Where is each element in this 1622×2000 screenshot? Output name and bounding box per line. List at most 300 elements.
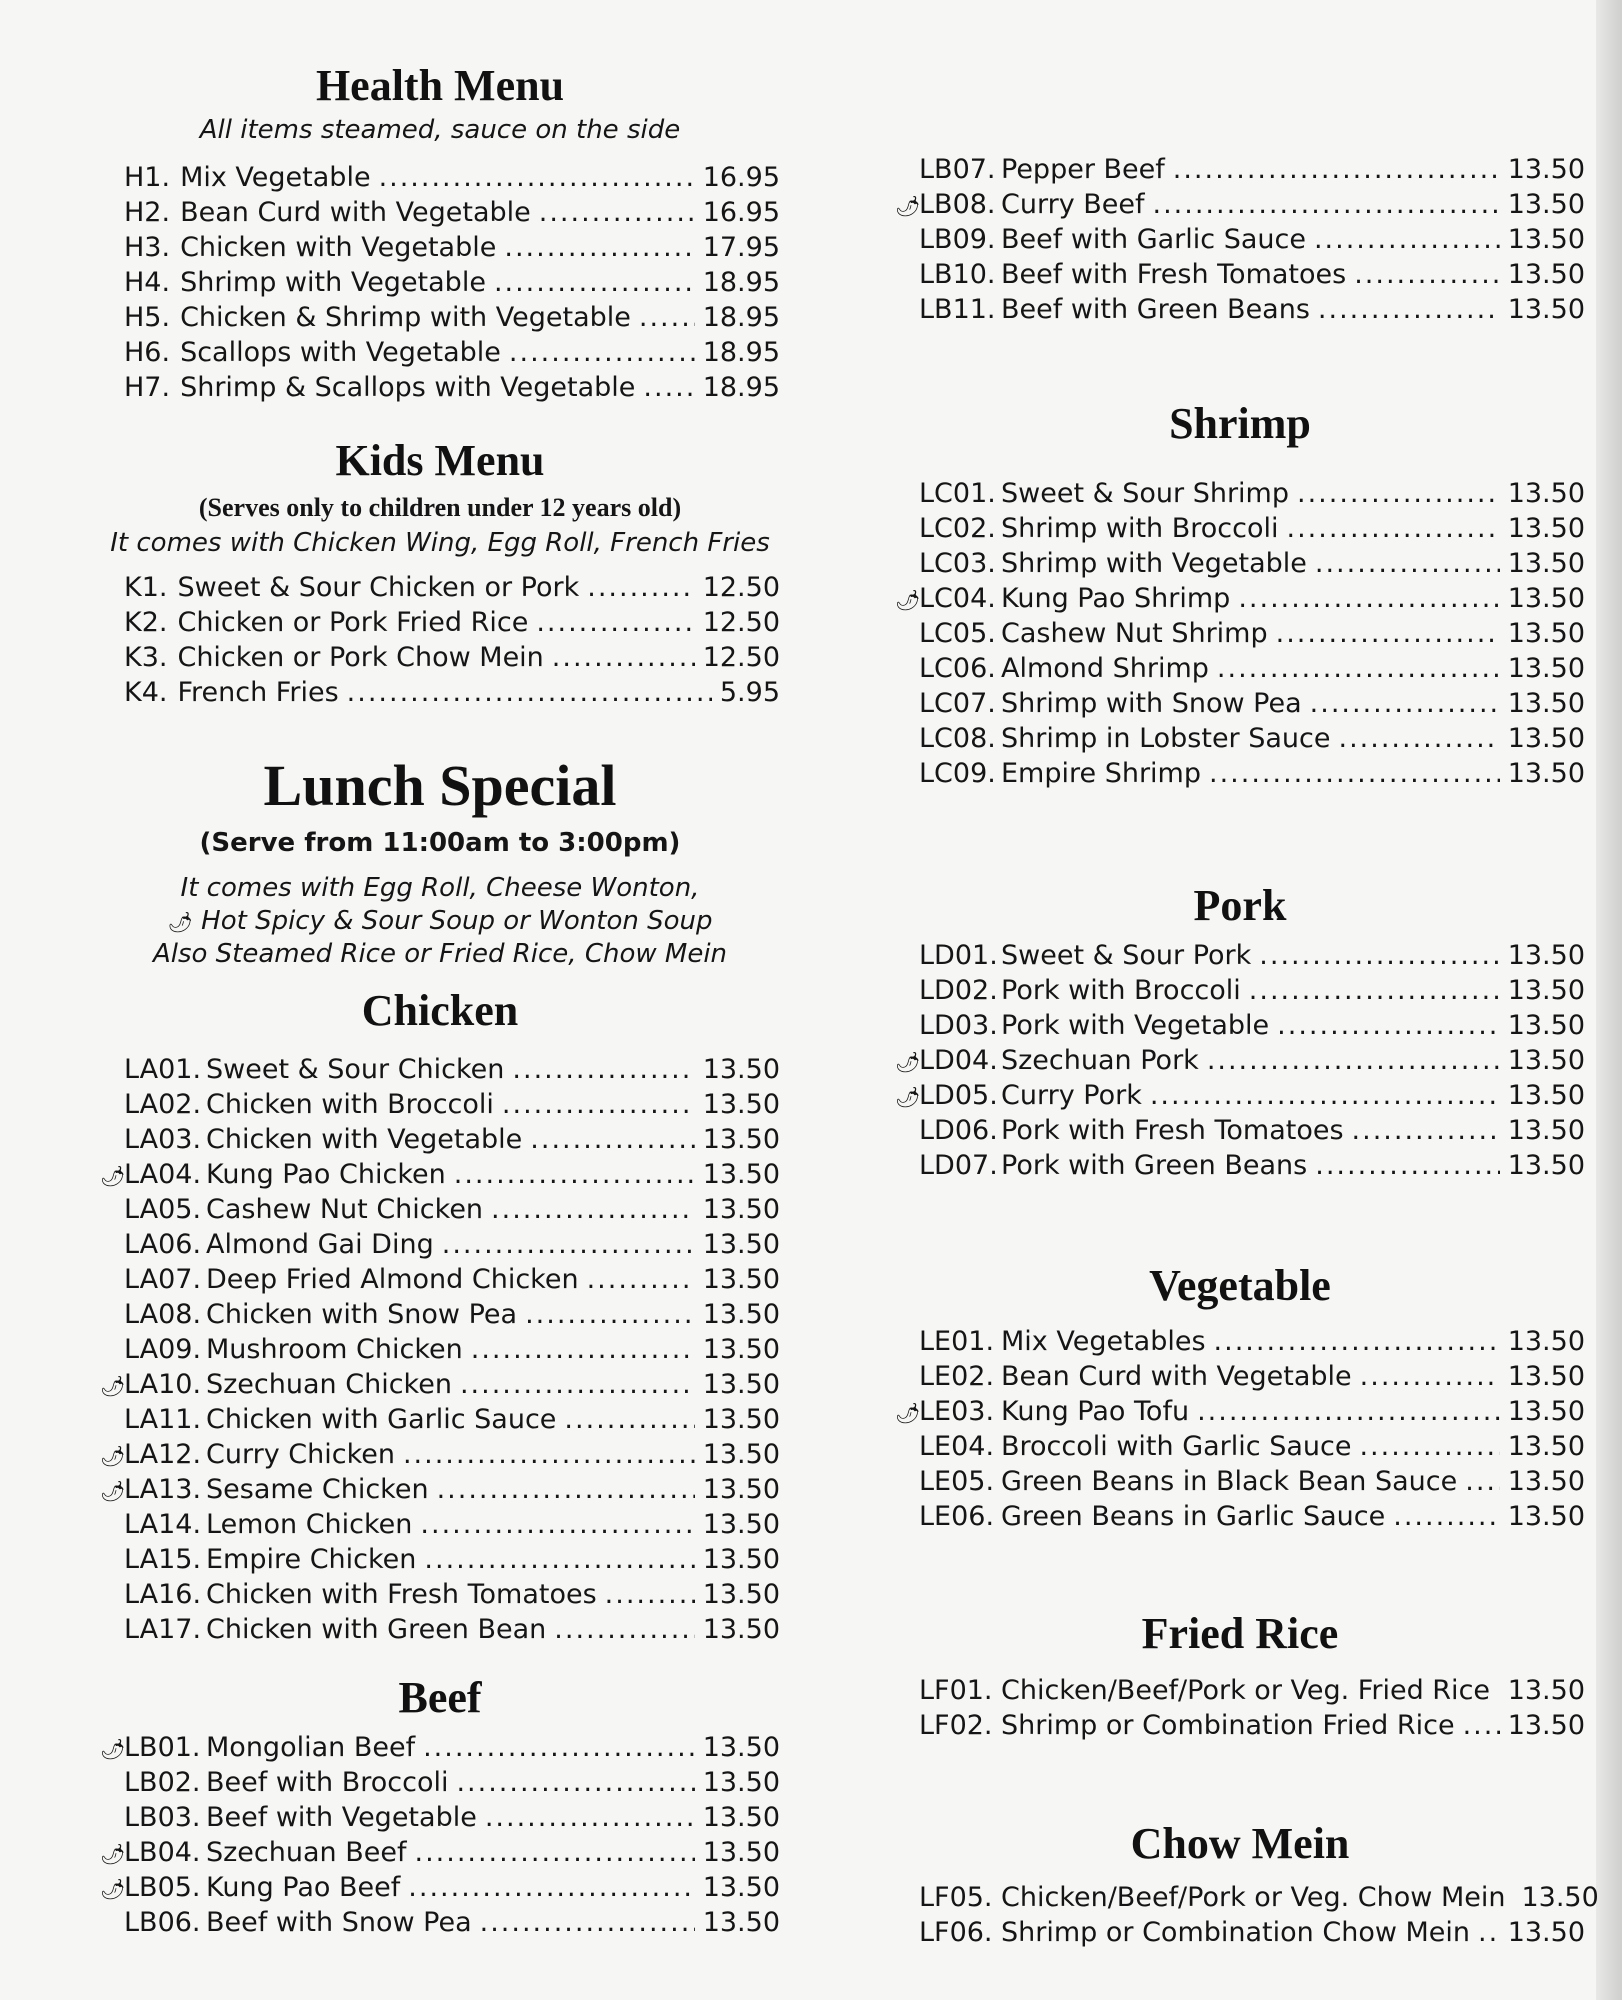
- item-code: LC07.: [919, 688, 996, 719]
- item-name: Kung Pao Shrimp: [1001, 583, 1231, 614]
- item-code: LF05.: [919, 1882, 993, 1913]
- item-code: LD02.: [919, 975, 998, 1006]
- menu-item: [895, 1429, 1585, 1464]
- dot-leader: [1465, 1464, 1499, 1499]
- dot-leader: [587, 1262, 695, 1297]
- item-code: LD07.: [919, 1150, 998, 1181]
- lunch-special-hours: (Serve from 11:00am to 3:00pm): [199, 828, 681, 858]
- item-code: K3.: [124, 642, 168, 673]
- item-code: LA04.: [124, 1159, 202, 1190]
- dot-leader: [639, 300, 695, 335]
- menu-item: [895, 222, 1585, 257]
- dot-leader: [1238, 581, 1499, 616]
- item-name: Curry Beef: [1001, 189, 1145, 220]
- item-price: 12.50: [702, 572, 780, 603]
- menu-item: [100, 1835, 780, 1870]
- item-price: 13.50: [1507, 1917, 1585, 1948]
- menu-item: [895, 1078, 1585, 1113]
- item-name: Bean Curd with Vegetable: [180, 197, 531, 228]
- dot-leader: [1314, 222, 1500, 257]
- item-price: 13.50: [1507, 1466, 1585, 1497]
- dot-leader: [1352, 1113, 1500, 1148]
- item-name: Empire Shrimp: [1001, 758, 1201, 789]
- item-name: Shrimp with Broccoli: [1001, 513, 1279, 544]
- item-name: Almond Shrimp: [1001, 653, 1209, 684]
- item-name: Shrimp with Vegetable: [1001, 548, 1307, 579]
- shrimp-list: [895, 476, 1585, 791]
- dot-leader: [1315, 546, 1500, 581]
- item-code: H5.: [124, 302, 171, 333]
- menu-item: [100, 1612, 780, 1647]
- item-name: Pork with Vegetable: [1001, 1010, 1270, 1041]
- item-price: 13.50: [1507, 1501, 1585, 1532]
- item-name: Almond Gai Ding: [206, 1229, 434, 1260]
- menu-item: [100, 1122, 780, 1157]
- item-code: LA07.: [124, 1264, 202, 1295]
- item-price: 13.50: [1507, 618, 1585, 649]
- item-name: Beef with Fresh Tomatoes: [1001, 259, 1347, 290]
- item-name: Cashew Nut Chicken: [206, 1194, 484, 1225]
- item-price: 13.50: [702, 1229, 780, 1260]
- item-code: H4.: [124, 267, 171, 298]
- item-name: Chicken/Beef/Pork or Veg. Fried Rice: [1001, 1675, 1491, 1706]
- menu-item: [100, 335, 780, 370]
- menu-item: [895, 1008, 1585, 1043]
- item-price: 13.50: [1507, 1010, 1585, 1041]
- dot-leader: [1277, 1008, 1500, 1043]
- item-price: 13.50: [1507, 513, 1585, 544]
- menu-item: [100, 675, 780, 710]
- item-price: 13.50: [702, 1509, 780, 1540]
- item-code: LA14.: [124, 1509, 202, 1540]
- dot-leader: [494, 265, 695, 300]
- item-price: 13.50: [702, 1474, 780, 1505]
- kids-menu-title: Kids Menu: [335, 436, 545, 485]
- dot-leader: [554, 1612, 694, 1647]
- menu-item: [895, 686, 1585, 721]
- kids-menu-includes-note: It comes with Chicken Wing, Egg Roll, French Fries: [110, 528, 770, 558]
- beef-continued-list: [895, 152, 1585, 327]
- menu-item: [100, 605, 780, 640]
- item-code: LE03.: [919, 1396, 995, 1427]
- item-price: 13.50: [702, 1089, 780, 1120]
- item-name: Mix Vegetable: [180, 162, 371, 193]
- dot-leader: [1197, 1394, 1500, 1429]
- item-price: 13.50: [1507, 653, 1585, 684]
- item-name: Mix Vegetables: [1001, 1326, 1206, 1357]
- item-price: 13.50: [1507, 688, 1585, 719]
- item-name: Green Beans in Garlic Sauce: [1001, 1501, 1386, 1532]
- menu-item: [895, 1880, 1599, 1915]
- item-price: 13.50: [1507, 1080, 1585, 1111]
- chili-pepper-icon: 🌶: [167, 910, 193, 934]
- dot-leader: [1354, 257, 1500, 292]
- item-code: H7.: [124, 372, 171, 403]
- item-price: 16.95: [702, 162, 780, 193]
- item-price: 13.50: [702, 1614, 780, 1645]
- item-name: Chicken or Pork Fried Rice: [177, 607, 529, 638]
- item-name: Scallops with Vegetable: [180, 337, 501, 368]
- item-price: 13.50: [1507, 1326, 1585, 1357]
- dot-leader: [454, 1157, 695, 1192]
- menu-item: [100, 1297, 780, 1332]
- item-price: 13.50: [1507, 723, 1585, 754]
- dot-leader: [403, 1437, 695, 1472]
- menu-item: [100, 1262, 780, 1297]
- fried-rice-title: Fried Rice: [1141, 1609, 1339, 1658]
- beef-list: [100, 1730, 780, 1940]
- item-code: LC03.: [919, 548, 996, 579]
- item-price: 13.50: [702, 1334, 780, 1365]
- item-name: Kung Pao Beef: [206, 1872, 401, 1903]
- dot-leader: [1360, 1359, 1500, 1394]
- item-price: 13.50: [1507, 940, 1585, 971]
- item-price: 13.50: [702, 1264, 780, 1295]
- item-price: 18.95: [702, 337, 780, 368]
- dot-leader: [456, 1765, 694, 1800]
- chicken-title: Chicken: [361, 986, 519, 1035]
- item-name: Chicken & Shrimp with Vegetable: [180, 302, 631, 333]
- item-price: 13.50: [702, 1767, 780, 1798]
- item-code: LA13.: [124, 1474, 202, 1505]
- dot-leader: [536, 605, 694, 640]
- item-price: 13.50: [702, 1732, 780, 1763]
- health-menu-note: All items steamed, sauce on the side: [199, 115, 681, 145]
- chili-pepper-icon: 🌶: [100, 1737, 126, 1761]
- item-price: 13.50: [702, 1802, 780, 1833]
- item-name: Chicken/Beef/Pork or Veg. Chow Mein: [1001, 1882, 1506, 1913]
- item-name: Szechuan Pork: [1001, 1045, 1199, 1076]
- lunch-special-title: Lunch Special: [263, 753, 617, 818]
- menu-item: [895, 1464, 1585, 1499]
- item-code: LA06.: [124, 1229, 202, 1260]
- item-code: LE04.: [919, 1431, 995, 1462]
- menu-item: [895, 721, 1585, 756]
- dot-leader: [1249, 973, 1500, 1008]
- menu-item: [895, 292, 1585, 327]
- menu-item: [100, 1402, 780, 1437]
- pork-list: [895, 938, 1585, 1183]
- dot-leader: [1315, 1148, 1499, 1183]
- item-code: LA16.: [124, 1579, 202, 1610]
- menu-item: [895, 546, 1585, 581]
- item-code: LB03.: [124, 1802, 201, 1833]
- chili-pepper-icon: 🌶: [100, 1444, 126, 1468]
- item-code: LF01.: [919, 1675, 993, 1706]
- item-code: LE02.: [919, 1361, 995, 1392]
- dot-leader: [504, 230, 694, 265]
- item-price: 13.50: [1507, 478, 1585, 509]
- item-code: LE01.: [919, 1326, 995, 1357]
- item-code: H1.: [124, 162, 171, 193]
- item-price: 13.50: [1507, 1361, 1585, 1392]
- item-price: 18.95: [702, 267, 780, 298]
- item-code: LA11.: [124, 1404, 202, 1435]
- item-name: Sweet & Sour Shrimp: [1001, 478, 1289, 509]
- menu-item: [100, 265, 780, 300]
- dot-leader: [1339, 721, 1500, 756]
- dot-leader: [509, 335, 695, 370]
- lunch-special-note-2: 🌶 Hot Spicy & Sour Soup or Wonton Soup: [167, 906, 713, 936]
- item-price: 18.95: [702, 302, 780, 333]
- dot-leader: [1217, 651, 1500, 686]
- item-name: Shrimp or Combination Fried Rice: [1001, 1710, 1455, 1741]
- dot-leader: [605, 1577, 695, 1612]
- item-price: 13.50: [702, 1579, 780, 1610]
- menu-item: [895, 1113, 1585, 1148]
- item-code: LB06.: [124, 1907, 201, 1938]
- item-name: Cashew Nut Shrimp: [1001, 618, 1268, 649]
- health-menu-title: Health Menu: [315, 61, 565, 110]
- dot-leader: [1318, 292, 1500, 327]
- menu-item: [895, 756, 1585, 791]
- menu-item: [895, 1673, 1585, 1708]
- menu-item: [895, 973, 1585, 1008]
- item-price: 13.50: [1507, 1150, 1585, 1181]
- menu-item: [895, 1324, 1585, 1359]
- dot-leader: [408, 1870, 694, 1905]
- item-name: Shrimp with Vegetable: [180, 267, 486, 298]
- menu-item: [100, 640, 780, 675]
- chili-pepper-icon: 🌶: [100, 1842, 126, 1866]
- item-code: H3.: [124, 232, 171, 263]
- item-code: K2.: [124, 607, 168, 638]
- menu-item: [895, 257, 1585, 292]
- item-code: LB01.: [124, 1732, 201, 1763]
- menu-item: [100, 1437, 780, 1472]
- dot-leader: [1209, 756, 1500, 791]
- item-code: LF02.: [919, 1710, 993, 1741]
- menu-item: [100, 1870, 780, 1905]
- item-price: 13.50: [702, 1054, 780, 1085]
- dot-leader: [460, 1367, 695, 1402]
- dot-leader: [424, 1542, 694, 1577]
- item-name: Kung Pao Chicken: [206, 1159, 446, 1190]
- item-price: 18.95: [702, 372, 780, 403]
- menu-item: [100, 1905, 780, 1940]
- item-name: Empire Chicken: [206, 1544, 417, 1575]
- item-name: Pepper Beef: [1001, 154, 1165, 185]
- dot-leader: [1393, 1499, 1499, 1534]
- lunch-special-note-1: It comes with Egg Roll, Cheese Wonton,: [180, 873, 700, 903]
- dot-leader: [1153, 187, 1500, 222]
- item-code: LB05.: [124, 1872, 201, 1903]
- item-name: Chicken or Pork Chow Mein: [177, 642, 544, 673]
- menu-item: [895, 581, 1585, 616]
- chicken-list: [100, 1052, 780, 1647]
- dot-leader: [1359, 1429, 1499, 1464]
- menu-item: [895, 1915, 1585, 1950]
- chili-pepper-icon: 🌶: [100, 1479, 126, 1503]
- item-name: Chicken with Snow Pea: [206, 1299, 518, 1330]
- menu-item: [895, 616, 1585, 651]
- item-price: 13.50: [1507, 1431, 1585, 1462]
- menu-item: [100, 1332, 780, 1367]
- item-price: 12.50: [702, 607, 780, 638]
- item-name: Curry Chicken: [206, 1439, 395, 1470]
- item-price: 17.95: [702, 232, 780, 263]
- chow-mein-list: [895, 1880, 1599, 1950]
- item-price: 13.50: [1507, 975, 1585, 1006]
- menu-item: [100, 300, 780, 335]
- lunch-special-note-3: Also Steamed Rice or Fried Rice, Chow Mein: [152, 939, 728, 969]
- item-code: LA10.: [124, 1369, 202, 1400]
- item-price: 13.50: [702, 1544, 780, 1575]
- item-price: 13.50: [702, 1837, 780, 1868]
- item-price: 13.50: [1507, 224, 1585, 255]
- menu-item: [100, 1730, 780, 1765]
- menu-item: [100, 195, 780, 230]
- item-name: Chicken with Fresh Tomatoes: [206, 1579, 597, 1610]
- menu-item: [100, 160, 780, 195]
- dot-leader: [1173, 152, 1500, 187]
- pork-title: Pork: [1193, 881, 1287, 930]
- item-price: 13.50: [702, 1907, 780, 1938]
- menu-item: [895, 1043, 1585, 1078]
- item-code: LD01.: [919, 940, 998, 971]
- item-name: Beef with Green Beans: [1001, 294, 1310, 325]
- item-name: Deep Fried Almond Chicken: [206, 1264, 579, 1295]
- item-price: 13.50: [702, 1299, 780, 1330]
- dot-leader: [1214, 1324, 1500, 1359]
- item-name: Sweet & Sour Pork: [1001, 940, 1252, 971]
- dot-leader: [442, 1227, 695, 1262]
- item-code: LC08.: [919, 723, 996, 754]
- menu-item: [895, 938, 1585, 973]
- item-name: Chicken with Garlic Sauce: [206, 1404, 557, 1435]
- beef-title: Beef: [398, 1673, 482, 1722]
- dot-leader: [1259, 938, 1499, 973]
- menu-item: [100, 1087, 780, 1122]
- item-code: LA02.: [124, 1089, 202, 1120]
- menu-item: [100, 1472, 780, 1507]
- item-code: LD04.: [919, 1045, 998, 1076]
- dot-leader: [1297, 476, 1500, 511]
- item-code: LC06.: [919, 653, 996, 684]
- item-price: 13.50: [702, 1194, 780, 1225]
- item-code: K1.: [124, 572, 168, 603]
- item-price: 13.50: [1507, 1045, 1585, 1076]
- dot-leader: [1276, 616, 1500, 651]
- item-price: 13.50: [1507, 1396, 1585, 1427]
- item-code: LB10.: [919, 259, 996, 290]
- item-name: Chicken with Vegetable: [180, 232, 497, 263]
- item-name: Chicken with Green Bean: [206, 1614, 547, 1645]
- menu-item: [100, 1227, 780, 1262]
- menu-item: [100, 1052, 780, 1087]
- item-name: Beef with Snow Pea: [206, 1907, 472, 1938]
- menu-item: [895, 651, 1585, 686]
- item-name: Lemon Chicken: [206, 1509, 413, 1540]
- item-name: Shrimp in Lobster Sauce: [1001, 723, 1331, 754]
- item-code: LA05.: [124, 1194, 202, 1225]
- menu-item: [895, 1148, 1585, 1183]
- item-name: Green Beans in Black Bean Sauce: [1001, 1466, 1458, 1497]
- item-price: 13.50: [1507, 259, 1585, 290]
- item-code: LB04.: [124, 1837, 201, 1868]
- menu-item: [895, 1708, 1585, 1743]
- item-name: Sweet & Sour Chicken: [206, 1054, 505, 1085]
- dot-leader: [420, 1507, 694, 1542]
- menu-item: [100, 1367, 780, 1402]
- menu-item: [100, 230, 780, 265]
- item-name: Curry Pork: [1001, 1080, 1142, 1111]
- menu-item: [100, 1800, 780, 1835]
- item-name: Kung Pao Tofu: [1001, 1396, 1190, 1427]
- item-code: LC02.: [919, 513, 996, 544]
- menu-item: [100, 1507, 780, 1542]
- chili-pepper-icon: 🌶: [895, 588, 921, 612]
- item-price: 13.50: [702, 1404, 780, 1435]
- item-name: Pork with Green Beans: [1001, 1150, 1308, 1181]
- item-code: LC04.: [919, 583, 996, 614]
- dot-leader: [414, 1835, 694, 1870]
- item-name: Broccoli with Garlic Sauce: [1001, 1431, 1352, 1462]
- dot-leader: [437, 1472, 695, 1507]
- item-code: LB11.: [919, 294, 996, 325]
- dot-leader: [1150, 1078, 1500, 1113]
- dot-leader: [552, 640, 695, 675]
- health-menu-list: [100, 160, 780, 405]
- dot-leader: [1310, 686, 1500, 721]
- dot-leader: [564, 1402, 694, 1437]
- dot-leader: [502, 1087, 695, 1122]
- item-name: French Fries: [177, 677, 339, 708]
- menu-item: [895, 1394, 1585, 1429]
- item-name: Mushroom Chicken: [206, 1334, 463, 1365]
- item-name: Sesame Chicken: [206, 1474, 429, 1505]
- menu-item: [895, 511, 1585, 546]
- item-name: Chicken with Broccoli: [206, 1089, 494, 1120]
- chili-pepper-icon: 🌶: [895, 1085, 921, 1109]
- item-code: LD06.: [919, 1115, 998, 1146]
- menu-item: [100, 1192, 780, 1227]
- dot-leader: [347, 675, 712, 710]
- menu-item: [100, 1157, 780, 1192]
- item-code: LB07.: [919, 154, 996, 185]
- dot-leader: [480, 1905, 695, 1940]
- item-code: H6.: [124, 337, 171, 368]
- chow-mein-title: Chow Mein: [1130, 1819, 1350, 1868]
- item-code: LC09.: [919, 758, 996, 789]
- dot-leader: [423, 1730, 695, 1765]
- item-price: 16.95: [702, 197, 780, 228]
- item-price: 13.50: [702, 1872, 780, 1903]
- item-price: 13.50: [1507, 1675, 1585, 1706]
- chili-pepper-icon: 🌶: [895, 1050, 921, 1074]
- dot-leader: [379, 160, 695, 195]
- chili-pepper-icon: 🌶: [100, 1877, 126, 1901]
- item-price: 13.50: [702, 1124, 780, 1155]
- menu-item: [895, 1359, 1585, 1394]
- item-name: Shrimp with Snow Pea: [1001, 688, 1302, 719]
- menu-item: [895, 152, 1585, 187]
- item-price: 13.50: [1521, 1882, 1599, 1913]
- menu-item: [895, 476, 1585, 511]
- item-code: LD05.: [919, 1080, 998, 1111]
- item-name: Pork with Broccoli: [1001, 975, 1241, 1006]
- item-name: Beef with Garlic Sauce: [1001, 224, 1306, 255]
- item-price: 13.50: [1507, 1115, 1585, 1146]
- item-name: Pork with Fresh Tomatoes: [1001, 1115, 1344, 1146]
- item-code: LA01.: [124, 1054, 202, 1085]
- item-code: LA12.: [124, 1439, 202, 1470]
- item-name: Beef with Vegetable: [206, 1802, 477, 1833]
- item-code: LA15.: [124, 1544, 202, 1575]
- dot-leader: [485, 1800, 695, 1835]
- kids-menu-list: [100, 570, 780, 710]
- item-price: 5.95: [719, 677, 780, 708]
